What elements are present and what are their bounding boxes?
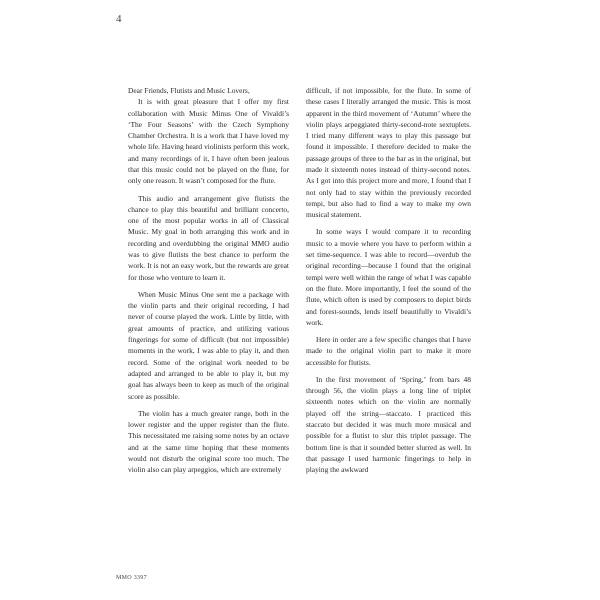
paragraph: The violin has a much greater range, both in the lower register and the upper register than the flute. This necessitated me raising some notes by an octave and at the same time hoping that these moments would not disturb the original score too much. The violin also can play arpeggios, which are extremely xyxy=(128,408,289,475)
page-number: 4 xyxy=(116,13,122,25)
paragraph: Here in order are a few specific changes that I have made to the original violin part to make it more accessible for flutists. xyxy=(306,335,471,367)
paragraph-continued: difficult, if not impossible, for the flute. In some of these cases I literally arranged the music. This is most apparent in the third movement of ‘Autumn’ where the violin plays arpeggiated thirty-second-note sextuplets. I tried many different ways to play this passage but found it impossible. I therefore decided to make the passage groups of three to the bar as in the original, but made it sixteenth notes instead of thirty-second notes. As I got into this project more and more, I found that I not only had to stay within the previously recorded tempi, but also had to find a way to make my own musical statement. xyxy=(306,86,471,220)
paragraph: When Music Minus One sent me a package with the violin parts and their original recording, I had never of course played the work. Little by little, with great amounts of practice, and utilizing various fingerings for some of difficult (but not impossible) moments in the work, I was able to play it, and then record. Some of the original work needed to be adapted and arranged to be able to play it, but my goal has always been to keep as much of the original score as possible. xyxy=(128,289,289,401)
catalog-number: MMO 3397 xyxy=(116,575,147,581)
paragraph: In some ways I would compare it to recording music to a movie where you have to perform within a set time-sequence. I was able to record—overdub the original recording—because I found that the original tempi were well within the range of what I was capable on the flute. More importantly, I feel the sound of the flute, which often is used by composers to depict birds and forest-sounds, lends itself beautifully to Vivaldi’s work. xyxy=(306,227,471,327)
letter-column-right xyxy=(306,85,471,475)
paragraph: This audio and arrangement give flutists the chance to play this beautiful and brilliant concerto, one of the most popular works in all of Classical Music. My goal in both arranging this work and in recording and overdubbing the original MMO audio was to give flutists the best chance to perform the work. It is not an easy work, but the rewards are great for those who venture to learn it. xyxy=(128,193,289,282)
paragraph: In the first movement of ‘Spring,’ from bars 48 through 56, the violin plays a long line of triplet sixteenth notes which on the violin are normally played off the string—staccato. I practiced this staccato but decided it was much more musical and possible for a flutist to slur this triplet passage. The bottom line is that it sounded better slurred as well. In that passage I used harmonic fingerings to help in playing the awkward xyxy=(306,374,471,475)
salutation: Dear Friends, Flutists and Music Lovers, xyxy=(128,86,250,95)
letter-column-left xyxy=(128,85,289,475)
paragraph: It is with great pleasure that I offer my first collaboration with Music Minus One of Vivaldi’s ‘The Four Seasons’ with the Czech Symphony Chamber Orchestra. It is a work that I have loved my whole life. Having heard violinists perform this work, and many recordings of it, I have often been jealous that this music could not be played on the flute, for only one reason. It wasn’t composed for the flute. xyxy=(128,97,289,186)
